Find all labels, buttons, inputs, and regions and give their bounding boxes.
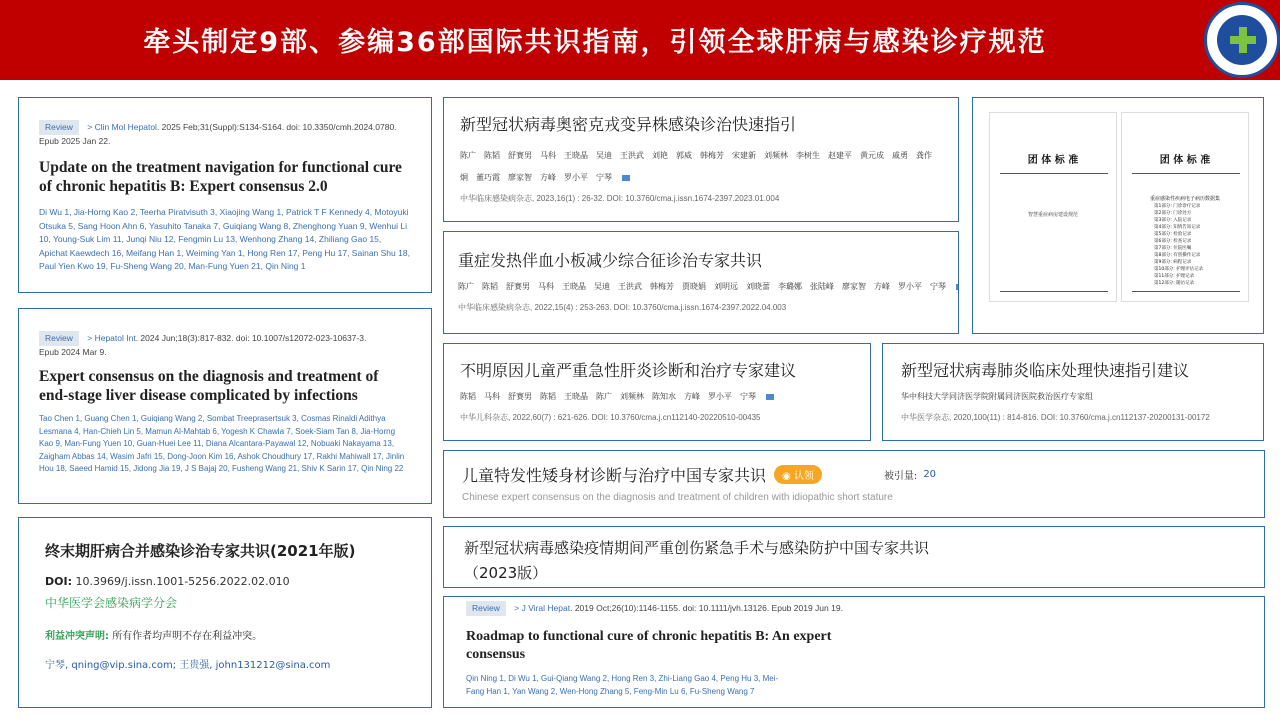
paper-title[interactable]: 新型冠状病毒感染疫情期间严重创伤紧急手术与感染防护中国专家共识 [464,539,930,557]
expert-group: 华中科技大学同济医学院附属同济医院救治医疗专家组 [901,392,1093,401]
paper-card-trauma-surgery[interactable] [443,526,1265,588]
journal-link[interactable]: > Clin Mol Hepatol [87,122,157,132]
standard-list-item: 第10部分: 护理评估记录 [1154,267,1204,272]
paper-title-edition: （2023版） [464,564,548,582]
author[interactable]: 陈韬 [484,151,500,160]
standard-list-item: 第8部分: 有创操作记录 [1154,253,1201,258]
citation: . 2024 Jun;18(3):817-832. doi: 10.1007/s12072-023-10637-3. [135,333,367,343]
standard-list-item: 第7部分: 住院医嘱 [1154,246,1192,251]
author[interactable]: 王晓晶 [562,282,586,291]
standard-heading: 团 体 标 准 [1159,155,1211,166]
page-title: 牵头制定9部、参编36部国际共识指南，引领全球肝病与感染诊疗规范 [143,27,1047,58]
paper-card-jvh-2019[interactable] [443,596,1265,708]
author[interactable]: 罗小平 [708,392,732,401]
standard-doc-left [989,112,1117,302]
author[interactable]: 马科 [484,392,500,401]
mail-icon [622,175,630,181]
standard-rule-bottom [1000,291,1108,292]
review-tag: Review [466,601,506,616]
author[interactable]: 王洪武 [618,282,642,291]
paper-card-eslds-2021[interactable] [18,517,432,708]
doi-label: DOI: [45,575,72,588]
author[interactable]: 刘艳 [652,151,668,160]
author[interactable]: 方峰 [540,173,556,182]
paper-title[interactable]: 新型冠状病毒奥密克戎变异株感染诊治快速指引 [460,115,797,134]
paper-card-group-standards[interactable] [972,97,1264,334]
citation: . 2019 Oct;26(10):1146-1155. doi: 10.1111/jvh.13126. Epub 2019 Jun 19. [570,603,843,613]
paper-card-pediatric-hepatitis[interactable] [443,343,871,441]
epub-date: Epub 2025 Jan 22. [39,136,111,146]
standard-rule-bottom [1132,291,1240,292]
author[interactable]: 韩梅芳 [700,151,724,160]
author[interactable]: 舒赛男 [508,151,532,160]
logo-cross-horizontal [1230,36,1256,44]
standard-list [1154,203,1203,287]
user-icon: ◉ [782,471,791,482]
citation: . 2025 Feb;31(Suppl):S134-S164. doi: 10.3350/cmh.2024.0780. [156,122,397,132]
author[interactable]: 吴迪 [596,151,612,160]
author[interactable]: 李璐娜 [778,282,802,291]
author-list[interactable]: Di Wu 1, Jia-Horng Kao 2, Teerha Piratvisuth 3, Xiaojing Wang 1, Patrick T F Kennedy 4, Motoyuki Otsuka 5, Sang Hoon Ahn 6, Yasuhito Tanaka 7, Guiqiang Wang 8, Zhenghong Yuan 9, Wenhui Li 10, Young-Suk Lim 11, Junqi Niu 12, Fengmin Lu 13, Wenhong Zhang 14, Zhiliang Gao 15, Apichat Kaewdech 16, Meifang Han 1, Weiming Yan 1, Hong Ren 17, Peng Hu 17, Sainan Shu 18, Paul Yien Kwo 19, Fu-Sheng Wang 20, Man-Fung Yuen 21, Qin Ning 1 [39,207,410,271]
author[interactable]: 方峰 [874,282,890,291]
review-tag: Review [39,120,79,135]
author[interactable]: 陈广 [460,151,476,160]
standard-title: 智慧重症病房建设规范 [1027,212,1078,218]
header-banner [0,0,1280,80]
author[interactable]: 马科 [540,151,556,160]
author[interactable]: 舒赛男 [508,392,532,401]
author[interactable]: 王洪武 [620,151,644,160]
author[interactable]: 陈知水 [652,392,676,401]
author[interactable]: 宋建新 [732,151,756,160]
author[interactable]: 戚勇 [892,151,908,160]
paper-card-hepatol-int-2024[interactable] [18,308,432,504]
claim-badge[interactable] [774,465,822,484]
society-name: 中华医学会感染病学分会 [45,596,178,610]
standard-list-item: 第11部分: 护理记录 [1154,274,1195,279]
paper-title[interactable]: Update on the treatment navigation for functional cure of chronic hepatitis B: Expert consensus 2.0 [39,159,402,195]
journal-link[interactable]: > J Viral Hepat [514,603,571,613]
standard-list-item: 第6部分: 检查记录 [1154,239,1192,244]
author[interactable]: 廖家智 [508,173,532,182]
author-list[interactable] [458,281,946,292]
author[interactable]: 方峰 [684,392,700,401]
author[interactable]: 陈广 [596,392,612,401]
standard-list-item: 第4部分: 知情告知记录 [1154,225,1201,230]
epub-date: Epub 2024 Mar 9. [39,347,107,357]
standard-list-item: 第2部分: 门诊处方 [1154,211,1192,216]
author[interactable]: 李树生 [796,151,820,160]
citation: 中华临床感染病杂志, 2022,15(4) : 253-263. DOI: 10.3760/cma.j.issn.1674-2397.2022.04.003 [458,303,787,312]
paper-card-cmh-2025[interactable] [18,97,432,293]
mail-icon [766,394,774,400]
author[interactable]: 黄元成 [860,151,884,160]
author[interactable]: 韩梅芳 [650,282,674,291]
standard-rule [1132,173,1240,174]
citation: 中华临床感染病杂志, 2023,16(1) : 26-32. DOI: 10.3760/cma.j.issn.1674-2397.2023.01.004 [460,194,780,203]
cited-label: 被引量: [883,471,918,482]
author[interactable]: 马科 [538,282,554,291]
author[interactable]: 廖家智 [842,282,866,291]
claim-label[interactable]: 认领 [793,471,814,482]
author[interactable]: 刘明远 [714,282,738,291]
paper-title[interactable]: 儿童特发性矮身材诊断与治疗中国专家共识 [462,466,767,485]
conflict-line [45,627,405,642]
doi-line [45,575,405,588]
title-row [462,463,1248,486]
author[interactable]: 罗小平 [898,282,922,291]
author[interactable]: 陈韬 [540,392,556,401]
author[interactable]: 陈韬 [482,282,498,291]
citation: 中华医学杂志, 2020,100(11) : 814-816. DOI: 10.3760/cma.j.cn112137-20200131-00172 [901,413,1210,422]
review-tag: Review [39,331,79,346]
society-logo [1204,2,1280,78]
author[interactable]: 宁琴 [930,282,946,291]
author[interactable]: 陈韬 [460,392,476,401]
paper-title[interactable]: 不明原因儿童严重急性肝炎诊断和治疗专家建议 [460,361,797,380]
paper-title[interactable]: 重症发热伴血小板减少综合征诊治专家共识 [458,251,763,270]
author-list[interactable] [460,391,854,402]
journal-link[interactable]: > Hepatol Int [87,333,136,343]
author[interactable]: 龚作炯 [460,151,932,182]
paper-meta [39,120,411,148]
author[interactable]: 刘频林 [620,392,644,401]
paper-card-omicron-guide[interactable] [443,97,959,222]
author[interactable]: 赵建平 [828,151,852,160]
standard-rule [1000,173,1108,174]
cited-count[interactable]: 20 [923,469,937,480]
author[interactable]: 宁琴 [740,392,756,401]
paper-title[interactable]: 终末期肝病合并感染诊治专家共识(2021年版) [45,542,356,560]
conflict-label: 利益冲突声明: [45,631,109,642]
author[interactable]: 陈广 [458,282,474,291]
author-list[interactable] [460,145,942,189]
author[interactable]: 宁琴 [596,173,612,182]
paper-meta [466,601,1242,616]
standard-list-item: 第5部分: 检验记录 [1154,232,1192,237]
author[interactable]: 舒赛男 [506,282,530,291]
author-list[interactable]: Qin Ning 1, Di Wu 1, Gui-Qiang Wang 2, Hong Ren 3, Zhi-Liang Gao 4, Peng Hu 3, Mei-Fang Han 1, Yan Wang 2, Wen-Hong Zhang 5, Feng-Min Lu 6, Fu-Sheng Wang 7 [466,674,779,696]
standard-list-item: 第12部分: 随访记录 [1154,281,1195,286]
doi-value[interactable]: 10.3969/j.issn.1001-5256.2022.02.010 [75,575,290,588]
journal-name[interactable]: Clin Mol Hepatol [94,122,157,132]
contact-line[interactable]: 宁琴, qning@vip.sina.com; 王贵强, john131212@sina.com [45,660,331,671]
standard-doc-right [1121,112,1249,302]
author[interactable]: 王晓晶 [564,392,588,401]
standard-list-title: 重症感染性疾病电子病历数据集 [1149,196,1220,202]
paper-card-covid-pneumonia[interactable] [882,343,1264,441]
author-list[interactable]: Tao Chen 1, Guang Chen 1, Guiqiang Wang 2, Sombat Treeprasertsuk 3, Cosmas Rinaldi Adithya Lesmana 4, Han-Chieh Lin 5, Mamun Al-Mahtab 6, Yogesh K Chawla 7, Soek-Siam Tan 8, Jia-Horng Kao 9, Man-Fung Yuen 10, Guan-Huei Lee 11, Diana Alcantara-Payawal 12, Nobuaki Nakayama 13, Zaigham Abbas 14, Wasim Jafri 15, Dong-Joon Kim 16, Ashok Choudhury 17, Rakhi Mahiwall 17, Jinlin Hou 18, Saeed Hamid 15, Jidong Jia 19, J S Bajaj 20, Fusheng Wang 21, Shiv K Sarin 17, Qin Ning 22 [39,414,405,473]
logo-emblem [1217,15,1267,65]
author[interactable]: 贾晓娟 [682,282,706,291]
author[interactable]: 张陆峰 [810,282,834,291]
author[interactable]: 刘晓蕾 [746,282,770,291]
standard-list-item: 第1部分: 门诊诊疗记录 [1154,204,1201,209]
citation: 中华儿科杂志, 2022,60(7) : 621-626. DOI: 10.3760/cma.j.cn112140-20220510-00435 [460,413,761,422]
author[interactable]: 吴迪 [594,282,610,291]
paper-card-sfts-consensus[interactable] [443,231,959,334]
english-title: Chinese expert consensus on the diagnosis and treatment of children with idiopathic short stature [462,492,893,503]
mail-icon [956,284,959,290]
paper-title[interactable]: Expert consensus on the diagnosis and treatment of end-stage liver disease complicated by infections [39,368,379,404]
author[interactable]: 郭威 [676,151,692,160]
journal-name[interactable]: J Viral Hepat [521,603,571,613]
author[interactable]: 王晓晶 [564,151,588,160]
author[interactable]: 刘频林 [764,151,788,160]
paper-meta [39,331,411,359]
author[interactable]: 罗小平 [564,173,588,182]
journal-name[interactable]: Hepatol Int [94,333,136,343]
standard-list-item: 第9部分: 病程记录 [1154,260,1192,265]
standard-list-item: 第3部分: 入院记录 [1154,218,1192,223]
standard-heading: 团 体 标 准 [1027,155,1079,166]
author[interactable]: 董巧霞 [476,173,500,182]
conflict-text: 所有作者均声明不存在利益冲突。 [112,631,263,642]
paper-title[interactable]: Roadmap to functional cure of chronic hepatitis B: An expert consensus [466,629,832,662]
paper-title[interactable]: 新型冠状病毒肺炎临床处理快速指引建议 [901,361,1190,380]
paper-card-idiopathic-short-stature[interactable] [443,450,1265,518]
